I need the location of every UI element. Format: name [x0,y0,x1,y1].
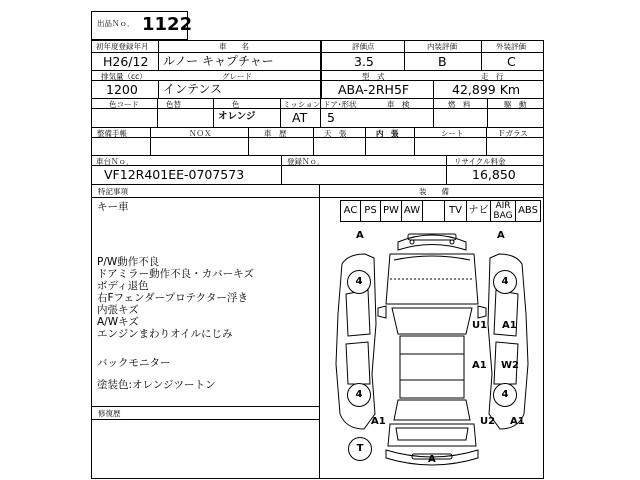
registration-number-label: 登録Ｎｏ． [287,157,325,166]
lot-number-box [91,11,193,40]
remark-line: ドアミラー動作不良・カバーキズ [97,268,254,280]
equipment-airbag: AIR BAG [490,200,516,222]
door-value: 5 [327,110,335,125]
equipment-row [320,197,544,224]
mileage-value: 42,899 Km [452,82,521,97]
tire-front-left: 4 [347,270,371,294]
interior-trim-label: 内 張 [376,129,399,138]
grade-label: グレード [222,72,252,81]
color-change-label: 色替 [166,100,181,109]
paint-color-note: 塗装色:オレンジツートン [97,379,216,391]
model-code-value: ABA-2RH5F [338,82,410,97]
transmission-label: ミッション [283,100,321,109]
seat-label: シート [441,129,464,138]
model-code-label: 型 式 [362,72,385,81]
remark-line: 右Fフェンダープロテクター浮き [97,292,248,304]
equipment-pw: PW [380,200,402,222]
front-glass-label: Ｆガラス [498,129,528,138]
exterior-score-label: 外装評価 [496,42,526,51]
equipment-blank [422,200,445,222]
chassis-number-value: VF12R401EE-0707573 [104,167,245,182]
first-registration-label: 初年度登録年月 [96,42,149,51]
equipment-aw: AW [401,200,423,222]
tire-rear-right: 4 [493,383,517,407]
exterior-score-value: C [507,54,516,69]
first-registration-value: H26/12 [103,54,149,69]
damage-code-a1-right-mid: A1 [472,360,487,371]
headliner-label: 天 張 [324,129,347,138]
chassis-number-label: 車台Ｎｏ． [96,157,134,166]
vehicle-history-label: 車 歴 [264,129,287,138]
equipment-ac: AC [340,200,361,222]
equipment-ps: PS [360,200,381,222]
damage-code-a1-bottom-right: A1 [510,416,525,427]
damage-code-front-right: A [497,230,505,241]
color-code-label: 色コード [109,100,139,109]
transmission-value: AT [292,110,308,125]
drive-label: 駆 動 [504,100,527,109]
remark-line: エンジンまわりオイルにじみ [97,328,233,340]
equipment-tv: TV [444,200,467,222]
service-manual-label: 整備手帳 [97,129,127,138]
score-label: 評価点 [352,42,375,51]
nox-label: ＮＯＸ [189,129,212,138]
lot-number-label: 出品Ｎｏ． [97,19,135,28]
car-name-label: 車 名 [219,42,249,51]
interior-score-value: B [438,54,447,69]
recycle-fee-label: リサイクル料金 [454,157,506,166]
remark-line: P/W動作不良 [97,256,160,268]
damage-code-front-left: A [356,230,364,241]
remark-line: ボディ退色 [97,280,149,292]
damage-code-w2: W2 [501,360,519,371]
damage-code-u1: U1 [472,320,488,331]
tire-rear-left: 4 [347,383,371,407]
interior-score-label: 内装評価 [427,42,457,51]
displacement-value: 1200 [106,82,138,97]
tire-front-right: 4 [493,270,517,294]
spare-tire: T [348,437,372,461]
color-value: オレンジ [218,111,256,122]
recycle-fee-value: 16,850 [472,167,516,182]
equipment-header: 装 備 [419,187,449,196]
damage-code-u2: U2 [480,416,496,427]
fuel-label: 燃 料 [448,100,471,109]
equipment-abs: ABS [515,200,541,222]
score-value: 3.5 [354,54,374,69]
inspection-label: 車 検 [387,100,410,109]
color-label: 色 [232,100,240,109]
mileage-label: 走 行 [481,72,504,81]
notes-header: 特記事項 [98,187,128,196]
damage-code-rear: A [428,454,436,465]
damage-code-a1-bottom-left: A1 [371,416,386,427]
repair-history-label: 修復歴 [98,409,121,418]
door-shape-label: ドア･形状 [323,100,357,109]
equipment-navi: ナビ [466,200,491,222]
remark-line: A/Wキズ [97,316,139,328]
back-monitor-note: バックモニター [97,357,171,369]
key-note: キー車 [97,201,129,213]
grade-value: インテンス [163,82,223,96]
damage-code-a1-right-upper: A1 [502,320,517,331]
displacement-label: 排気量（cc） [101,72,147,81]
car-name-value: ルノー キャプチャー [163,54,274,68]
lot-number-value: 1122 [142,14,193,35]
remark-line: 内張キズ [97,304,139,316]
